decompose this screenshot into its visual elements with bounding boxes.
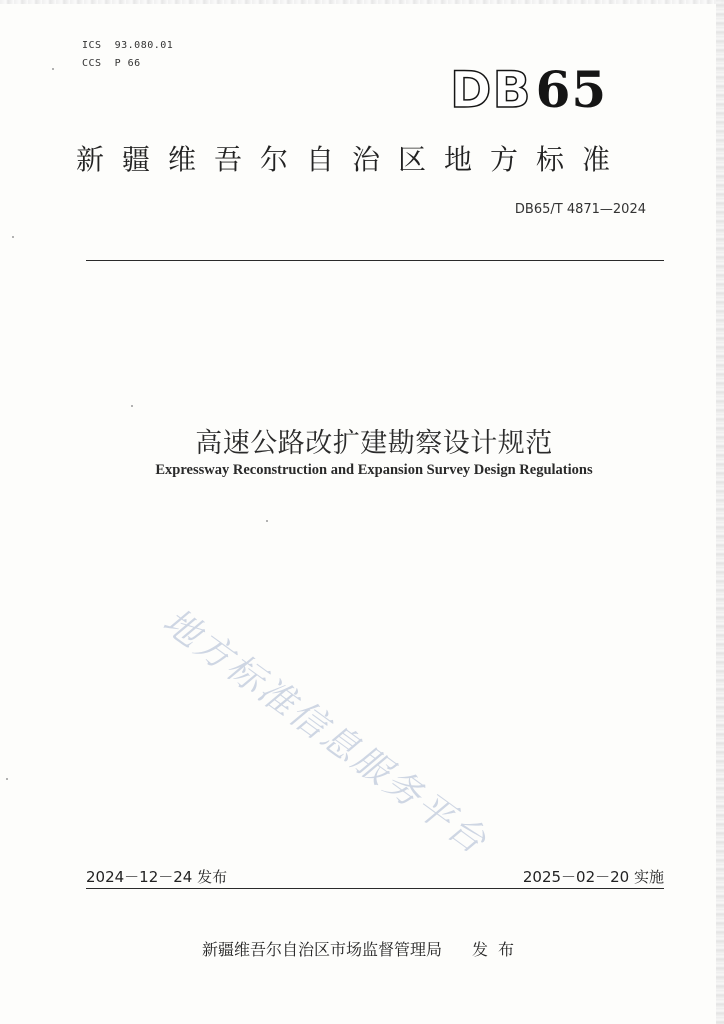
standard-number: DB65/T 4871—2024 <box>514 202 646 217</box>
classification-codes <box>82 37 173 73</box>
ics-code: 93.080.01 <box>114 40 174 51</box>
ics-label: ICS <box>82 40 102 51</box>
scan-speck <box>52 68 54 70</box>
ics-row <box>82 37 173 55</box>
scan-edge-top <box>0 0 724 4</box>
db-logo-prefix: DB <box>450 61 532 119</box>
scan-speck <box>12 236 14 238</box>
issuer-title: 新疆维吾尔自治区地方标准 <box>76 143 629 176</box>
scan-speck <box>131 405 133 407</box>
scan-speck <box>6 778 8 780</box>
scan-edge-right <box>716 0 724 1024</box>
publisher-line <box>202 938 524 962</box>
publisher-action: 发布 <box>472 940 525 959</box>
ccs-label: CCS <box>82 58 102 69</box>
ccs-code: P 66 <box>114 58 141 69</box>
publish-date: 2024－12－24 发布 <box>86 868 228 886</box>
top-divider <box>86 260 664 261</box>
bottom-divider <box>86 888 664 889</box>
watermark: 地方标准信息服务平台 <box>155 600 495 864</box>
document-title-english: Expressway Reconstruction and Expansion Survey Design Regulations <box>155 462 593 478</box>
scan-speck <box>266 520 268 522</box>
implement-date: 2025－02－20 实施 <box>522 868 664 886</box>
db-logo-number: 65 <box>535 60 608 119</box>
db-logo <box>450 60 607 120</box>
publisher-organization: 新疆维吾尔自治区市场监督管理局 <box>202 940 443 959</box>
ccs-row <box>82 55 173 73</box>
document-title-chinese: 高速公路改扩建勘察设计规范 <box>195 428 553 459</box>
